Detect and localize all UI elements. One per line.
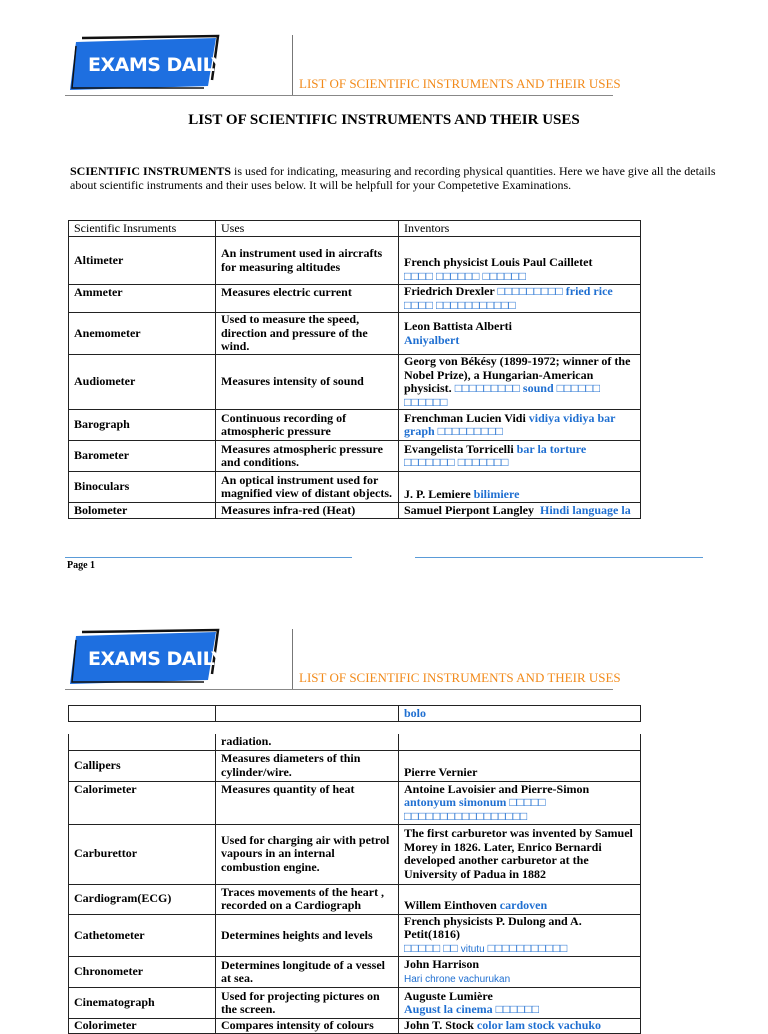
instrument-use: Measures infra-red (Heat) — [216, 503, 399, 519]
instrument-inventor — [399, 781, 641, 824]
instrument-name: Cinematograph — [69, 988, 216, 1019]
table-row — [69, 313, 641, 355]
instrument-name: Colorimeter — [69, 1019, 216, 1034]
instrument-name: Chronometer — [69, 957, 216, 988]
instrument-inventor — [399, 914, 641, 957]
inventor-note: antonyum simonum □□□□□ □□□□□□□□□□□□□□□□□ — [404, 795, 546, 823]
instrument-inventor — [399, 313, 641, 355]
instrument-name: Altimeter — [69, 237, 216, 285]
instrument-use: Determines longitude of a vessel at sea. — [216, 957, 399, 988]
inventor-note: Hindi language la — [540, 502, 631, 517]
instrument-name: Anemometer — [69, 313, 216, 355]
inventor-text: Friedrich Drexler — [404, 284, 495, 298]
intro-text: is used for indicating, measuring and recording physical quantities. Here we have give all the details about scientific instruments and their uses below. It will be helpfull for your Competetive Examinations. — [70, 164, 716, 192]
column-header: Inventors — [399, 221, 641, 237]
inventor-text: John T. Stock — [404, 1018, 474, 1033]
inventor-text: Samuel Pierpont Langley — [404, 502, 535, 517]
inventor-text: J. P. Lemiere — [404, 486, 471, 501]
table-row — [69, 285, 641, 313]
header-rule — [65, 95, 613, 96]
instrument-inventor — [399, 1019, 641, 1034]
intro-bold: SCIENTIFIC INSTRUMENTS — [70, 164, 232, 178]
table-row — [69, 734, 641, 750]
table-row — [69, 706, 641, 722]
instrument-name: Callipers — [69, 750, 216, 781]
table-row — [69, 237, 641, 285]
logo-text: EXAMS DAILY — [88, 648, 225, 670]
instrument-inventor: Pierre Vernier — [399, 750, 641, 781]
instrument-name: Ammeter — [69, 285, 216, 313]
instrument-inventor: The first carburetor was invented by Samuel Morey in 1826. Later, Enrico Bernardi developed another carburetor at the University of Padua in 1882 — [399, 824, 641, 884]
table-row — [69, 410, 641, 441]
table-row — [69, 988, 641, 1019]
inventor-text: Evangelista Torricelli — [404, 441, 514, 456]
instrument-name: Binoculars — [69, 472, 216, 503]
footer-rule-right — [415, 557, 703, 558]
inventor-text: French physicist Louis Paul Cailletet — [404, 255, 593, 269]
table-header-row — [69, 221, 641, 237]
exams-daily-logo — [68, 630, 224, 690]
instrument-inventor — [399, 237, 641, 285]
document-title: LIST OF SCIENTIFIC INSTRUMENTS AND THEIR USES — [188, 112, 580, 128]
instrument-use: radiation. — [216, 734, 399, 750]
inventor-text: Auguste Lumière — [404, 988, 493, 1003]
instruments-table-continued-top — [68, 705, 641, 722]
column-header: Scientific Insruments — [69, 221, 216, 237]
inventor-note: bar la torture □□□□□□□ □□□□□□□ — [404, 441, 587, 469]
instrument-use: Used to measure the speed, direction and pressure of the wind. — [216, 313, 399, 355]
table-row — [69, 884, 641, 914]
inventor-note: □□□□□□□□□ fried rice □□□□ □□□□□□□□□□□ — [404, 284, 613, 312]
inventor-note: vidiya vidiya bar graph □□□□□□□□□ — [404, 410, 616, 438]
inventor-note: color lam stock vachuko — [476, 1018, 602, 1033]
inventor-text: John Harrison — [404, 957, 480, 971]
table-row — [69, 1019, 641, 1034]
instrument-use: Compares intensity of colours — [216, 1019, 399, 1034]
instrument-inventor — [399, 285, 641, 313]
table-row — [69, 957, 641, 988]
inventor-text: Georg von Békésy (1899-1972; winner of the Nobel Prize), a Hungarian-American physicist. — [404, 354, 631, 395]
instrument-inventor — [399, 410, 641, 441]
table-row — [69, 781, 641, 824]
inventor-text: Leon Battista Alberti — [404, 319, 512, 333]
inventor-note: Hari chrone vachurukan — [404, 973, 511, 985]
instrument-use: Measures quantity of heat — [216, 781, 399, 824]
exams-daily-logo — [68, 36, 224, 96]
instrument-use: Traces movements of the heart , recorded on a Cardiograph — [216, 884, 399, 914]
instrument-inventor — [399, 503, 641, 519]
inventor-note: □□□□□□□□□□□ — [487, 940, 568, 955]
instrument-use: Measures intensity of sound — [216, 355, 399, 410]
logo-text: EXAMS DAILY — [88, 54, 225, 76]
instrument-name: Cardiogram(ECG) — [69, 884, 216, 914]
inventor-note: Aniyalbert — [404, 332, 460, 347]
instrument-inventor — [399, 472, 641, 503]
instrument-use: Measures atmospheric pressure and conditions. — [216, 441, 399, 472]
instrument-use: An instrument used in aircrafts for measuring altitudes — [216, 237, 399, 285]
footer-rule-left — [65, 557, 352, 558]
instrument-use: Used for charging air with petrol vapours in an internal combustion engine. — [216, 824, 399, 884]
table-row — [69, 503, 641, 519]
instruments-table-continued — [68, 734, 641, 1034]
instrument-name: Carburettor — [69, 824, 216, 884]
inventor-note: □□□□ □□□□□□ □□□□□□ — [404, 268, 526, 283]
inventor-note: bilimiere — [473, 486, 520, 501]
table-row — [69, 472, 641, 503]
header-divider — [292, 35, 293, 95]
inventor-note: August la cinema □□□□□□ — [404, 1002, 540, 1016]
intro-paragraph — [70, 164, 720, 192]
inventor-text: Frenchman Lucien Vidi — [404, 410, 526, 425]
instrument-name: Calorimeter — [69, 781, 216, 824]
table-row — [69, 441, 641, 472]
header-rule — [65, 689, 613, 690]
header-title: LIST OF SCIENTIFIC INSTRUMENTS AND THEIR USES — [299, 670, 621, 685]
instrument-name: Bolometer — [69, 503, 216, 519]
table-row — [69, 750, 641, 781]
inventor-note: cardoven — [499, 898, 548, 912]
instrument-inventor — [399, 957, 641, 988]
inventor-note: □□□□□ □□ — [404, 940, 458, 955]
instrument-use: An optical instrument used for magnified view of distant objects. — [216, 472, 399, 503]
instrument-inventor — [399, 988, 641, 1019]
inventor-text: French physicists P. Dulong and A. Petit(1816) — [404, 913, 582, 941]
column-header: Uses — [216, 221, 399, 237]
instrument-use: Measures diameters of thin cylinder/wire. — [216, 750, 399, 781]
header-divider — [292, 629, 293, 689]
table-row — [69, 824, 641, 884]
table-row — [69, 355, 641, 410]
instrument-name: Barometer — [69, 441, 216, 472]
inventor-note: bolo — [399, 706, 641, 722]
instrument-use: Measures electric current — [216, 285, 399, 313]
instrument-use: Used for projecting pictures on the screen. — [216, 988, 399, 1019]
instrument-use: Determines heights and levels — [216, 914, 399, 957]
instrument-inventor — [399, 441, 641, 472]
inventor-note: vitutu — [460, 943, 485, 955]
inventor-note: □□□□□□□□□ sound □□□□□□ □□□□□□ — [404, 381, 601, 409]
inventor-text: Antoine Lavoisier and Pierre-Simon — [404, 781, 590, 796]
instrument-name: Cathetometer — [69, 914, 216, 957]
instrument-name: Barograph — [69, 410, 216, 441]
page-number: Page 1 — [67, 560, 96, 571]
instrument-name: Audiometer — [69, 355, 216, 410]
table-row — [69, 914, 641, 957]
instrument-inventor — [399, 355, 641, 410]
instrument-use: Continuous recording of atmospheric pressure — [216, 410, 399, 441]
instruments-table — [68, 220, 641, 519]
header-title: LIST OF SCIENTIFIC INSTRUMENTS AND THEIR USES — [299, 76, 621, 91]
instrument-inventor — [399, 884, 641, 914]
inventor-text: Willem Einthoven — [404, 898, 497, 912]
